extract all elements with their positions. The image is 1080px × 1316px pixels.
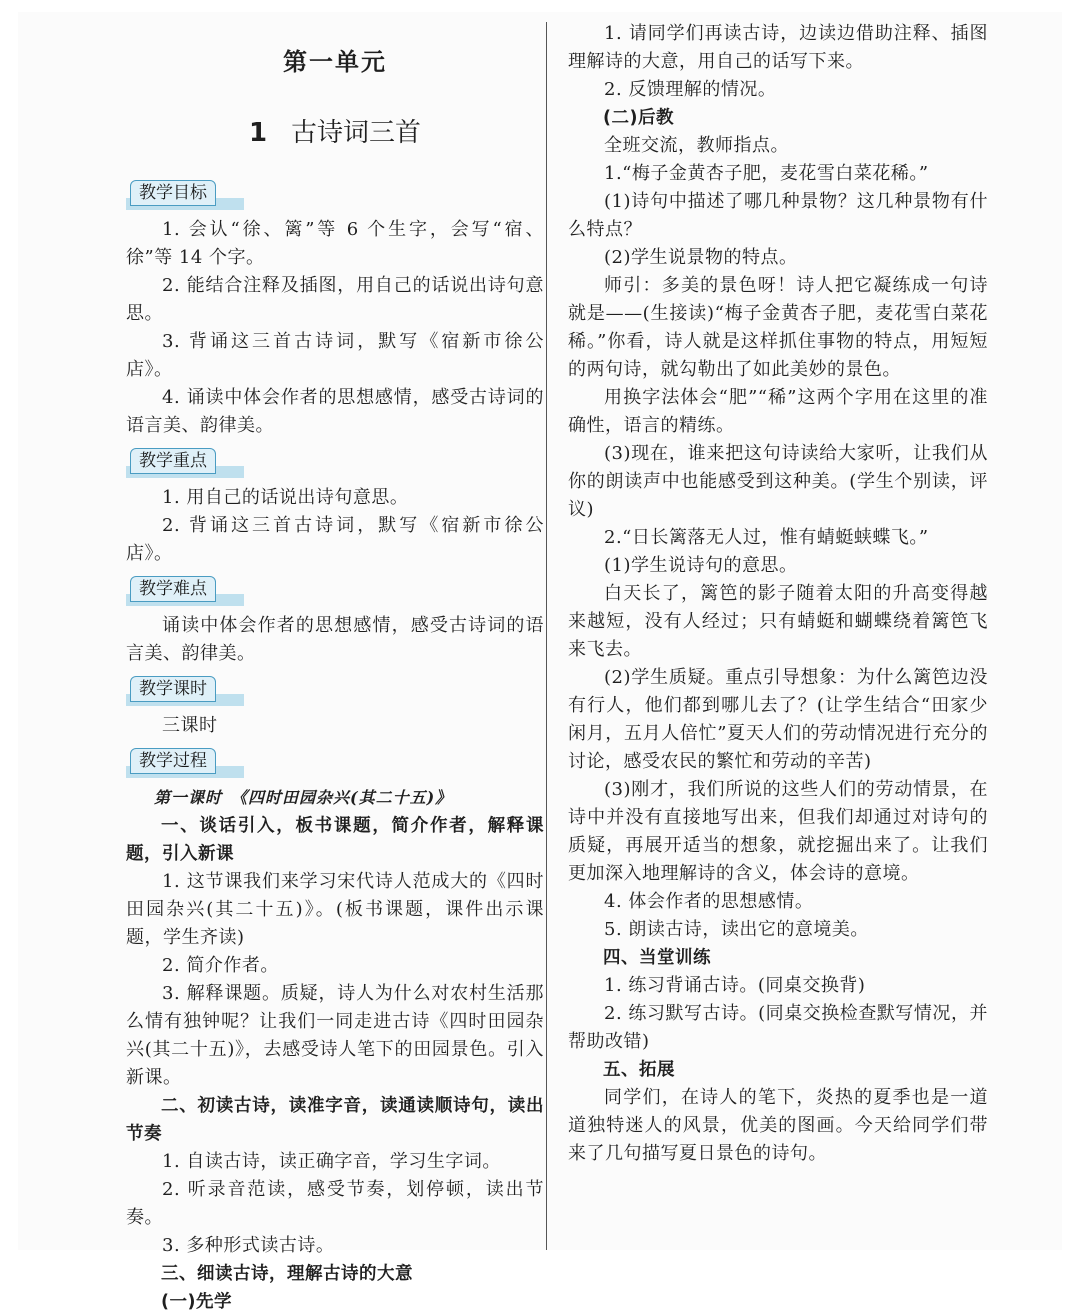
section-heading: 二、初读古诗，读准字音，读通读顺诗句，读出节奏 <box>126 1096 544 1144</box>
first-class-heading: 第一课时 《四时田园杂兴(其二十五)》 <box>154 788 453 807</box>
section-heading: 五、拓展 <box>603 1060 675 1080</box>
right-flow <box>568 20 988 1168</box>
paragraph: 1. 练习背诵古诗。(同桌交换背) <box>604 975 866 996</box>
unit-title: 第一单元 <box>283 48 387 76</box>
paragraph: 2. 听录音范读，感受节奏，划停顿，读出节奏。 <box>126 1179 544 1228</box>
key-point-item: 1. 用自己的话说出诗句意思。 <box>162 487 409 508</box>
lesson-number: 1 <box>248 118 268 148</box>
goal-item: 2. 能结合注释及插图，用自己的话说出诗句意思。 <box>126 275 544 324</box>
paragraph: 用换字法体会“肥”“稀”这两个字用在这里的准确性，语言的精练。 <box>568 387 988 436</box>
paragraph: 2. 简介作者。 <box>162 955 279 976</box>
left-column <box>126 12 544 1312</box>
paragraph: 2. 练习默写古诗。(同桌交换检查默写情况，并帮助改错) <box>568 1003 988 1052</box>
label-tab: 教学过程 <box>130 748 216 774</box>
goal-item: 1. 会认“徐、篱”等 6 个生字，会写“宿、徐”等 14 个字。 <box>126 219 544 268</box>
paragraph: (2)学生说景物的特点。 <box>604 247 798 268</box>
paragraph: 白天长了，篱笆的影子随着太阳的升高变得越来越短，没有人经过；只有蜻蜓和蝴蝶绕着篱笆飞来飞去。 <box>568 583 988 660</box>
paragraph: 5. 朗读古诗，读出它的意境美。 <box>604 919 869 940</box>
paragraph: (1)诗句中描述了哪几种景物？这几种景物有什么特点？ <box>568 191 988 240</box>
textbook-page <box>18 12 1062 1312</box>
section-heading: 四、当堂训练 <box>603 948 711 968</box>
paragraph: 1.“梅子金黄杏子肥，麦花雪白菜花稀。” <box>604 163 929 184</box>
paragraph: (3)刚才，我们所说的这些人们的劳动情景，在诗中并没有直接地写出来，但我们却通过对诗句的质疑，再展开适当的想象，就挖掘出来了。让我们更加深入地理解诗的含义，体会诗的意境。 <box>568 779 988 884</box>
section-label-goals <box>126 180 544 210</box>
subsection-heading: (一)先学 <box>161 1292 232 1312</box>
hours-text: 三课时 <box>162 715 218 736</box>
goal-item: 3. 背诵这三首古诗词，默写《宿新市徐公店》。 <box>126 331 544 380</box>
paragraph: 全班交流，教师指点。 <box>604 135 789 156</box>
section-label-process <box>126 748 544 778</box>
goal-item: 4. 诵读中体会作者的思想感情，感受古诗词的语言美、韵律美。 <box>126 387 544 436</box>
section-heading: 三、细读古诗，理解古诗的大意 <box>161 1264 413 1284</box>
column-divider <box>546 22 547 1250</box>
right-column <box>568 20 988 1250</box>
difficulty-text: 诵读中体会作者的思想感情，感受古诗词的语言美、韵律美。 <box>126 615 544 664</box>
paragraph: 2. 反馈理解的情况。 <box>604 79 777 100</box>
lesson-title <box>126 112 544 149</box>
label-tab: 教学重点 <box>130 448 216 474</box>
paragraph: 3. 多种形式读古诗。 <box>162 1235 335 1256</box>
paragraph: 1. 自读古诗，读正确字音，学习生字词。 <box>162 1151 501 1172</box>
section-label-hours <box>126 676 544 706</box>
paragraph: 1. 这节课我们来学习宋代诗人范成大的《四时田园杂兴(其二十五)》。(板书课题，课件出示课题，学生齐读) <box>126 871 544 948</box>
section-heading: 一、谈话引入，板书课题，简介作者，解释课题，引入新课 <box>126 816 544 864</box>
label-tab: 教学难点 <box>130 576 216 602</box>
paragraph: (2)学生质疑。重点引导想象：为什么篱笆边没有行人，他们都到哪儿去了？(让学生结合“田家少闲月，五月人倍忙”夏天人们的劳动情况进行充分的讨论，感受农民的繁忙和劳动的辛苦) <box>568 667 988 772</box>
paragraph: 3. 解释课题。质疑，诗人为什么对农村生活那么情有独钟呢？让我们一同走进古诗《四时田园杂兴(其二十五)》，去感受诗人笔下的田园景色。引入新课。 <box>126 983 544 1088</box>
paragraph: 师引：多美的景色呀！诗人把它凝练成一句诗就是——(生接读)“梅子金黄杏子肥，麦花雪白菜花稀。”你看，诗人就是这样抓住事物的特点，用短短的两句诗，就勾勒出了如此美妙的景色。 <box>568 275 988 380</box>
subsection-heading: (二)后教 <box>603 108 674 128</box>
section-label-key <box>126 448 544 478</box>
paragraph: (1)学生说诗句的意思。 <box>604 555 798 576</box>
paragraph: (3)现在，谁来把这句诗读给大家听，让我们从你的朗读声中也能感受到这种美。(学生个别读，评议) <box>568 443 988 520</box>
left-flow <box>126 172 544 1316</box>
key-point-item: 2. 背诵这三首古诗词，默写《宿新市徐公店》。 <box>126 515 544 564</box>
label-tab: 教学目标 <box>130 180 216 206</box>
lesson-name: 古诗词三首 <box>291 118 422 148</box>
section-label-difficulty <box>126 576 544 606</box>
paragraph: 1. 请同学们再读古诗，边读边借助注释、插图理解诗的大意，用自己的话写下来。 <box>568 23 988 72</box>
paragraph: 4. 体会作者的思想感情。 <box>604 891 814 912</box>
label-tab: 教学课时 <box>130 676 216 702</box>
paragraph: 同学们，在诗人的笔下，炎热的夏季也是一道道独特迷人的风景，优美的图画。今天给同学们带来了几句描写夏日景色的诗句。 <box>568 1087 988 1164</box>
paragraph: 2.“日长篱落无人过，惟有蜻蜓蛱蝶飞。” <box>604 527 929 548</box>
